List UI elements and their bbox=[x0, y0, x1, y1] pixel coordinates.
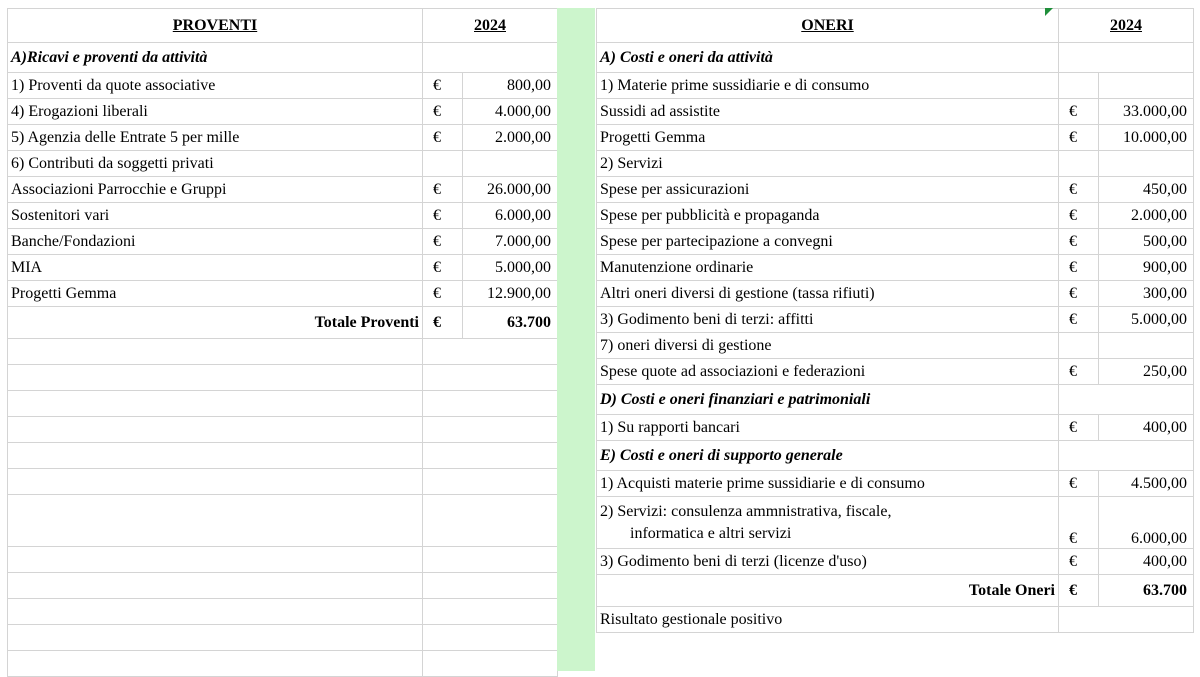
empty-row bbox=[8, 365, 558, 391]
row-amount[interactable]: 450,00 bbox=[1099, 177, 1194, 203]
proventi-year[interactable]: 2024 bbox=[423, 9, 558, 43]
proventi-total-label[interactable]: Totale Proventi bbox=[8, 307, 423, 339]
row-label[interactable]: Sussidi ad assistite bbox=[597, 99, 1059, 125]
row-label[interactable] bbox=[597, 497, 1059, 549]
oneri-header-row bbox=[597, 9, 1194, 43]
proventi-total-value[interactable]: 63.700 bbox=[463, 307, 558, 339]
oneri-total-value[interactable]: 63.700 bbox=[1099, 575, 1194, 607]
row-label[interactable]: MIA bbox=[8, 255, 423, 281]
row-label[interactable]: Banche/Fondazioni bbox=[8, 229, 423, 255]
oneri-section-d-row bbox=[597, 385, 1194, 415]
oneri-section-a-title[interactable]: A) Costi e oneri da attività bbox=[597, 43, 1059, 73]
table-row bbox=[597, 497, 1194, 549]
empty-cell[interactable] bbox=[8, 625, 423, 651]
empty-cell[interactable] bbox=[8, 599, 423, 625]
row-amount[interactable]: 500,00 bbox=[1099, 229, 1194, 255]
row-label[interactable]: 2) Servizi bbox=[597, 151, 1059, 177]
row-amount[interactable]: 4.500,00 bbox=[1099, 471, 1194, 497]
empty-cell[interactable] bbox=[423, 443, 558, 469]
row-amount[interactable]: 4.000,00 bbox=[463, 99, 558, 125]
row-label[interactable]: Spese per partecipazione a convegni bbox=[597, 229, 1059, 255]
empty-cell[interactable] bbox=[423, 573, 558, 599]
row-amount[interactable]: 33.000,00 bbox=[1099, 99, 1194, 125]
table-row bbox=[597, 333, 1194, 359]
empty-cell[interactable] bbox=[423, 339, 558, 365]
table-row bbox=[8, 125, 558, 151]
table-row bbox=[8, 255, 558, 281]
empty-cell[interactable] bbox=[1059, 441, 1194, 471]
row-label-line-2: informatica e altri servizi bbox=[630, 524, 792, 542]
empty-row bbox=[8, 391, 558, 417]
green-separator-column bbox=[557, 8, 595, 671]
empty-cell[interactable] bbox=[8, 443, 423, 469]
empty-cell[interactable] bbox=[1059, 43, 1194, 73]
table-row bbox=[597, 471, 1194, 497]
empty-row bbox=[8, 443, 558, 469]
row-amount[interactable] bbox=[1099, 151, 1194, 177]
row-amount[interactable]: 6.000,00 bbox=[1099, 497, 1194, 549]
row-label[interactable]: 7) oneri diversi di gestione bbox=[597, 333, 1059, 359]
row-amount[interactable]: 10.000,00 bbox=[1099, 125, 1194, 151]
row-currency[interactable]: € bbox=[423, 125, 463, 151]
table-row bbox=[597, 415, 1194, 441]
oneri-total-label[interactable]: Totale Oneri bbox=[597, 575, 1059, 607]
row-currency[interactable]: € bbox=[423, 229, 463, 255]
row-label[interactable]: 1) Proventi da quote associative bbox=[8, 73, 423, 99]
row-amount[interactable] bbox=[1099, 333, 1194, 359]
row-currency[interactable] bbox=[1059, 73, 1099, 99]
empty-row bbox=[8, 625, 558, 651]
row-currency[interactable]: € bbox=[423, 281, 463, 307]
empty-rows bbox=[8, 339, 558, 677]
empty-cell[interactable] bbox=[8, 365, 423, 391]
oneri-year[interactable]: 2024 bbox=[1059, 9, 1194, 43]
row-label[interactable]: 4) Erogazioni liberali bbox=[8, 99, 423, 125]
row-currency[interactable]: € bbox=[1059, 359, 1099, 385]
empty-cell[interactable] bbox=[423, 365, 558, 391]
empty-cell[interactable] bbox=[423, 495, 558, 547]
row-currency[interactable]: € bbox=[1059, 229, 1099, 255]
row-label[interactable]: 1) Acquisti materie prime sussidiarie e di consumo bbox=[597, 471, 1059, 497]
oneri-section-e-row bbox=[597, 441, 1194, 471]
row-label[interactable]: 3) Godimento beni di terzi (licenze d'uso) bbox=[597, 549, 1059, 575]
cell-comment-marker-icon bbox=[1045, 8, 1053, 16]
table-row bbox=[597, 99, 1194, 125]
row-currency[interactable]: € bbox=[1059, 255, 1099, 281]
row-label[interactable]: 6) Contributi da soggetti privati bbox=[8, 151, 423, 177]
proventi-header-row bbox=[8, 9, 558, 43]
row-amount[interactable]: 250,00 bbox=[1099, 359, 1194, 385]
empty-row bbox=[8, 417, 558, 443]
oneri-d-rows bbox=[597, 415, 1194, 441]
empty-row bbox=[8, 495, 558, 547]
proventi-section-row bbox=[8, 43, 558, 73]
oneri-a-rows bbox=[597, 73, 1194, 385]
table-row bbox=[597, 73, 1194, 99]
empty-cell[interactable] bbox=[8, 547, 423, 573]
table-row bbox=[8, 177, 558, 203]
empty-row bbox=[8, 547, 558, 573]
empty-row bbox=[8, 651, 558, 677]
empty-cell[interactable] bbox=[8, 573, 423, 599]
row-amount[interactable]: 26.000,00 bbox=[463, 177, 558, 203]
row-amount[interactable]: 900,00 bbox=[1099, 255, 1194, 281]
table-row bbox=[597, 229, 1194, 255]
row-currency[interactable] bbox=[1059, 333, 1099, 359]
oneri-header[interactable]: ONERI bbox=[597, 9, 1059, 43]
oneri-section-d-title[interactable]: D) Costi e oneri finanziari e patrimoniali bbox=[597, 385, 1059, 415]
proventi-table bbox=[7, 8, 558, 677]
row-currency[interactable]: € bbox=[423, 177, 463, 203]
row-amount[interactable] bbox=[1099, 73, 1194, 99]
table-row bbox=[597, 281, 1194, 307]
table-row bbox=[597, 177, 1194, 203]
table-row bbox=[597, 549, 1194, 575]
row-label[interactable]: Associazioni Parrocchie e Gruppi bbox=[8, 177, 423, 203]
row-amount[interactable]: 2.000,00 bbox=[1099, 203, 1194, 229]
empty-cell[interactable] bbox=[423, 391, 558, 417]
empty-cell[interactable] bbox=[423, 599, 558, 625]
row-currency[interactable]: € bbox=[1059, 549, 1099, 575]
empty-cell[interactable] bbox=[423, 625, 558, 651]
row-currency[interactable]: € bbox=[1059, 203, 1099, 229]
table-row bbox=[8, 203, 558, 229]
oneri-total-row bbox=[597, 575, 1194, 607]
row-label[interactable]: Manutenzione ordinarie bbox=[597, 255, 1059, 281]
table-row bbox=[597, 359, 1194, 385]
row-currency[interactable]: € bbox=[1059, 471, 1099, 497]
table-row bbox=[597, 255, 1194, 281]
empty-row bbox=[8, 573, 558, 599]
table-row bbox=[8, 99, 558, 125]
empty-cell[interactable] bbox=[8, 495, 423, 547]
empty-cell[interactable] bbox=[423, 547, 558, 573]
empty-cell[interactable] bbox=[8, 469, 423, 495]
row-amount[interactable]: 400,00 bbox=[1099, 415, 1194, 441]
row-amount[interactable]: 6.000,00 bbox=[463, 203, 558, 229]
row-label[interactable]: Spese quote ad associazioni e federazioni bbox=[597, 359, 1059, 385]
row-currency[interactable]: € bbox=[1059, 125, 1099, 151]
row-amount[interactable]: 400,00 bbox=[1099, 549, 1194, 575]
empty-cell[interactable] bbox=[423, 417, 558, 443]
row-label[interactable]: Progetti Gemma bbox=[8, 281, 423, 307]
empty-cell[interactable] bbox=[8, 391, 423, 417]
empty-cell[interactable] bbox=[423, 651, 558, 677]
row-currency[interactable]: € bbox=[1059, 281, 1099, 307]
oneri-result-label[interactable]: Risultato gestionale positivo bbox=[597, 607, 1059, 633]
row-amount[interactable] bbox=[463, 151, 558, 177]
empty-row bbox=[8, 599, 558, 625]
row-currency[interactable] bbox=[423, 151, 463, 177]
row-amount[interactable]: 300,00 bbox=[1099, 281, 1194, 307]
table-row bbox=[597, 203, 1194, 229]
empty-cell[interactable] bbox=[8, 417, 423, 443]
row-label-line-1: 2) Servizi: consulenza ammnistrativa, fiscale, bbox=[600, 502, 892, 520]
row-currency[interactable]: € bbox=[1059, 307, 1099, 333]
table-row bbox=[8, 73, 558, 99]
empty-cell[interactable] bbox=[423, 43, 558, 73]
row-amount[interactable]: 5.000,00 bbox=[463, 255, 558, 281]
oneri-section-a-row bbox=[597, 43, 1194, 73]
table-row bbox=[597, 151, 1194, 177]
empty-row bbox=[8, 469, 558, 495]
row-label[interactable]: Spese per pubblicità e propaganda bbox=[597, 203, 1059, 229]
row-currency[interactable]: € bbox=[1059, 99, 1099, 125]
row-label[interactable]: 5) Agenzia delle Entrate 5 per mille bbox=[8, 125, 423, 151]
row-currency[interactable]: € bbox=[423, 203, 463, 229]
oneri-section-e-title[interactable]: E) Costi e oneri di supporto generale bbox=[597, 441, 1059, 471]
table-row bbox=[8, 229, 558, 255]
empty-cell[interactable] bbox=[8, 339, 423, 365]
row-amount[interactable]: 800,00 bbox=[463, 73, 558, 99]
row-label[interactable]: Sostenitori vari bbox=[8, 203, 423, 229]
row-label[interactable]: 1) Su rapporti bancari bbox=[597, 415, 1059, 441]
row-label[interactable]: 3) Godimento beni di terzi: affitti bbox=[597, 307, 1059, 333]
row-amount[interactable]: 2.000,00 bbox=[463, 125, 558, 151]
row-currency[interactable]: € bbox=[1059, 497, 1099, 549]
proventi-header[interactable]: PROVENTI bbox=[8, 9, 423, 43]
empty-cell[interactable] bbox=[8, 651, 423, 677]
oneri-total-currency[interactable]: € bbox=[1059, 575, 1099, 607]
oneri-e-rows bbox=[597, 471, 1194, 575]
row-amount[interactable]: 7.000,00 bbox=[463, 229, 558, 255]
row-currency[interactable]: € bbox=[423, 255, 463, 281]
empty-cell[interactable] bbox=[1059, 385, 1194, 415]
row-currency[interactable] bbox=[1059, 151, 1099, 177]
row-label[interactable]: Altri oneri diversi di gestione (tassa rifiuti) bbox=[597, 281, 1059, 307]
proventi-total-currency[interactable]: € bbox=[423, 307, 463, 339]
oneri-table bbox=[596, 8, 1194, 633]
row-currency[interactable]: € bbox=[1059, 415, 1099, 441]
table-row bbox=[8, 151, 558, 177]
row-currency[interactable]: € bbox=[423, 99, 463, 125]
empty-cell[interactable] bbox=[423, 469, 558, 495]
row-amount[interactable]: 5.000,00 bbox=[1099, 307, 1194, 333]
row-amount[interactable]: 12.900,00 bbox=[463, 281, 558, 307]
proventi-section-title[interactable]: A)Ricavi e proventi da attività bbox=[8, 43, 423, 73]
empty-row bbox=[8, 339, 558, 365]
row-label[interactable]: Progetti Gemma bbox=[597, 125, 1059, 151]
oneri-result-row bbox=[597, 607, 1194, 633]
proventi-rows bbox=[8, 73, 558, 307]
empty-cell[interactable] bbox=[1059, 607, 1194, 633]
row-label[interactable]: 1) Materie prime sussidiarie e di consumo bbox=[597, 73, 1059, 99]
row-currency[interactable]: € bbox=[423, 73, 463, 99]
table-row bbox=[597, 125, 1194, 151]
row-currency[interactable]: € bbox=[1059, 177, 1099, 203]
table-row bbox=[597, 307, 1194, 333]
proventi-total-row bbox=[8, 307, 558, 339]
table-row bbox=[8, 281, 558, 307]
row-label[interactable]: Spese per assicurazioni bbox=[597, 177, 1059, 203]
